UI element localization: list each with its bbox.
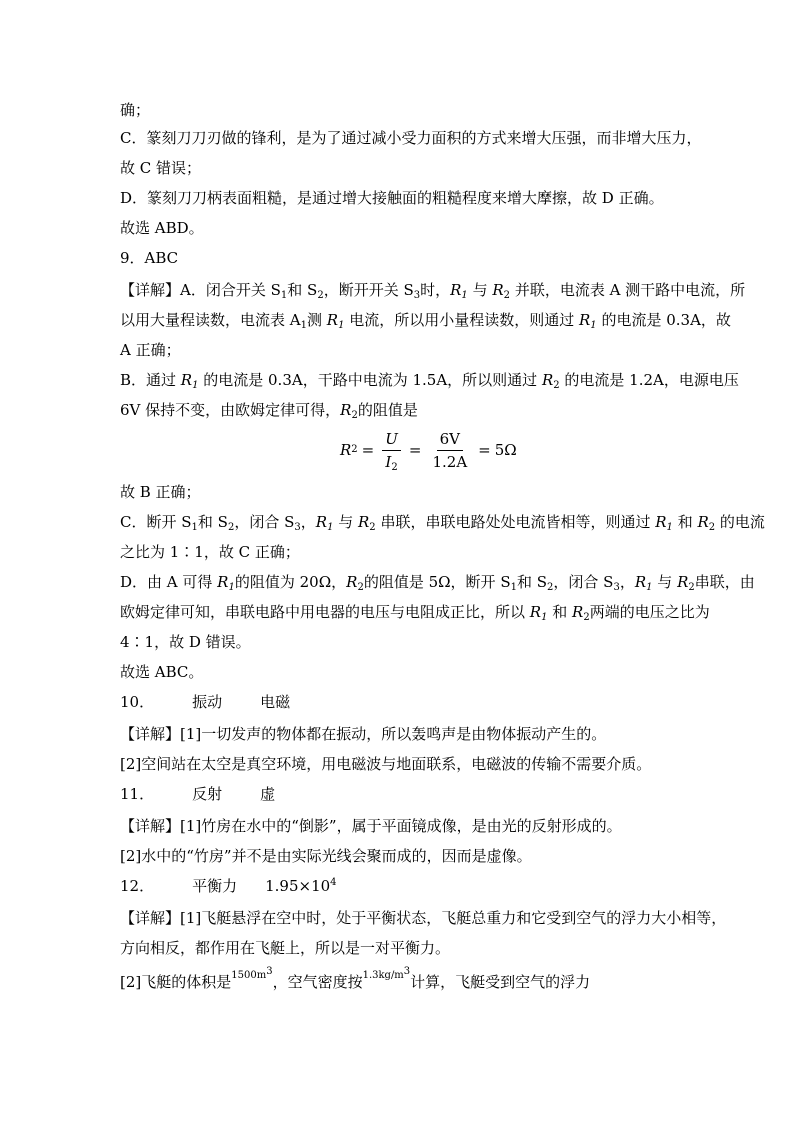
q9-detail-line: D．由 A 可得 $R_1$的阻值为 20Ω，$R_2$的阻值是 5Ω，断开 $S_1$和 $S_2$，闭合 $S_3$，$R_1$ 与 $R_2$串联，由	[120, 573, 755, 593]
fraction-values: $\frac{6V}{1.2A}$	[432, 429, 468, 471]
q9-detail-line: 以用大量程读数，电流表 $A_1$测 $R_1$ 电流，所以用小量程读数，则通过 $R_1$ 的电流是 0.3A，故	[120, 311, 731, 331]
q11-detail-line: 【详解】[1]竹房在水中的“倒影”，属于平面镜成像，是由光的反射形成的。	[120, 817, 622, 835]
q9-detail-line: 6V 保持不变，由欧姆定律可得，$R_2$的阻值是	[120, 401, 418, 421]
q9-detail-line: 之比为 1∶1，故 C 正确；	[120, 543, 300, 561]
question-9-answer: 9．ABC	[120, 249, 179, 267]
q9-detail-line: A 正确；	[120, 341, 181, 359]
q12-detail-line: 【详解】[1]飞艇悬浮在空中时，处于平衡状态，飞艇总重力和它受到空气的浮力大小相等，	[120, 909, 727, 927]
q11-detail-line: [2]水中的“竹房”并不是由实际光线会聚而成的，因而是虚像。	[120, 847, 532, 865]
text-line: 确；	[120, 101, 151, 119]
text-line: C．篆刻刀刀刃做的锋利，是为了通过减小受力面积的方式来增大压强，而非增大压力，	[120, 129, 702, 147]
text-line: 故选 ABD。	[120, 219, 204, 237]
q12-detail-line: 方向相反，都作用在飞艇上，所以是一对平衡力。	[120, 939, 451, 957]
fraction-u-over-i: $\frac{U}{I_2}$	[382, 430, 401, 471]
q9-detail-line: 故选 ABC。	[120, 663, 204, 681]
text-line: 故 C 错误；	[120, 159, 202, 177]
q12-detail-line: [2]飞艇的体积是$^{1500m3}$，空气密度按$^{1.3kg/m3}$计算，飞艇受到空气的浮力	[120, 966, 591, 991]
q9-detail-line: 【详解】A．闭合开关 $S_1$和 $S_2$，断开开关 $S_3$时，$R_1$ 与 $R_2$ 并联，电流表 A 测干路中电流，所	[120, 281, 746, 301]
q9-detail-line: C．断开 $S_1$和 $S_2$，闭合 $S_3$，$R_1$ 与 $R_2$ 串联，串联电路处处电流皆相等，则通过 $R_1$ 和 $R_2$ 的电流	[120, 513, 765, 533]
q9-detail-line: B．通过 $R_1$ 的电流是 0.3A，干路中电流为 1.5A，所以则通过 $R_2$ 的电流是 1.2A，电源电压	[120, 371, 739, 391]
question-12-answer: 12． 平衡力 $1.95\times 10^4$	[120, 877, 337, 895]
q10-detail-line: 【详解】[1]一切发声的物体都在振动，所以轰鸣声是由物体振动产生的。	[120, 725, 607, 743]
q10-detail-line: [2]空间站在太空是真空环境，用电磁波与地面联系，电磁波的传输不需要介质。	[120, 755, 652, 773]
ohms-law-formula: R 2 = $\frac{U}{I_2}$ = $\frac{6V}{1.2A}$ = 5Ω	[340, 429, 517, 473]
question-10-answer: 10． 振动 电磁	[120, 693, 291, 711]
text-line: D．篆刻刀刀柄表面粗糙，是通过增大接触面的粗糙程度来增大摩擦，故 D 正确。	[120, 189, 664, 207]
q9-detail-line: 4∶1，故 D 错误。	[120, 633, 251, 651]
question-11-answer: 11． 反射 虚	[120, 785, 276, 803]
q9-detail-line: 欧姆定律可知，串联电路中用电器的电压与电阻成正比，所以 $R_1$ 和 $R_2$两端的电压之比为	[120, 603, 710, 623]
q9-detail-line: 故 B 正确；	[120, 483, 201, 501]
